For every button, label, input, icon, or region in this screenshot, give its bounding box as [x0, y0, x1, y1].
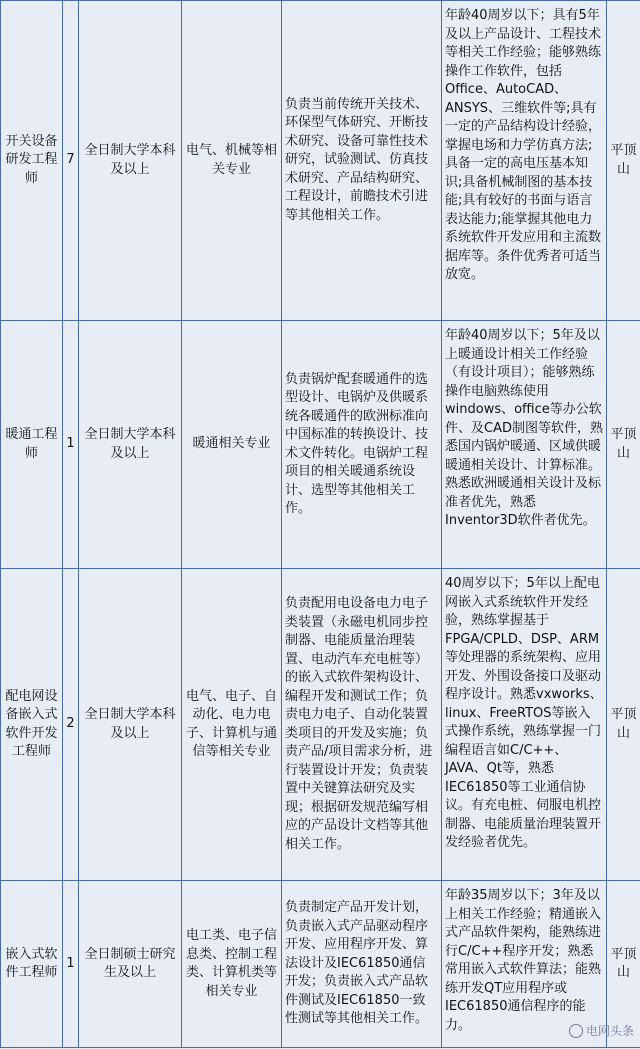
requirements: 40周岁以下；5年以上配电网嵌入式系统软件开发经验，熟练掌握基于FPGA/CPLD、DSP、ARM等处理器的系统架构、应用开发、外围设备接口及驱动程序设计。熟悉vxworks、linux、FreeRTOS等嵌入式操作系统，熟练掌握一门编程语言如C/C++、JAVA、Qt等，熟悉IEC61850等工业通信协议。有充电桩、伺服电机控制器、电能质量治理装置开发经验者优先。 [442, 569, 607, 881]
major: 电气、电子、自动化、电力电子、计算机与通信等相关专业 [182, 569, 282, 881]
education: 全日制硕士研究生及以上 [79, 881, 182, 1048]
requirements: 年龄40周岁以下；具有5年及以上产品设计、工程技术等相关工作经验；能够熟练操作工作软件，包括Office、AutoCAD、ANSYS、三维软件等;具有一定的产品结构设计经验，掌握电场和力学仿真方法;具备一定的高电压基本知识;具备机械制图的基本技能;具有较好的书面与语言表达能力;能掌握其他电力系统软件开发应用和主流数据库等。条件优秀者可适当放宽。 [442, 1, 607, 321]
location: 平顶山 [607, 321, 640, 569]
headcount: 7 [63, 1, 79, 321]
headcount: 1 [63, 881, 79, 1048]
headcount: 1 [63, 321, 79, 569]
job-title: 开关设备研发工程师 [1, 1, 63, 321]
headcount: 2 [63, 569, 79, 881]
requirements: 年龄35周岁以下；3年及以上相关工作经验；精通嵌入式产品软件架构，能熟练进行C/C++程序开发；熟悉常用嵌入式软件算法；能熟练开发QT应用程序或IEC61850通信程序的能力。 [442, 881, 607, 1048]
table-row [1, 569, 640, 881]
duties: 负责锅炉配套暖通件的选型设计、电锅炉及供暖系统各暖通件的欧洲标准向中国标准的转换设计、技术文件转化。电锅炉工程项目的相关暖通系统设计、选型等其他相关工作。 [282, 321, 442, 569]
education: 全日制大学本科及以上 [79, 569, 182, 881]
watermark-text: 电网头条 [585, 1024, 634, 1038]
major: 电气、机械等相关专业 [182, 1, 282, 321]
education: 全日制大学本科及以上 [79, 321, 182, 569]
location: 平顶山 [607, 881, 640, 1048]
table-row [1, 881, 640, 1048]
major: 电工类、电子信息类、控制工程类、计算机类等相关专业 [182, 881, 282, 1048]
major: 暖通相关专业 [182, 321, 282, 569]
duties: 负责配用电设备电力电子类装置（永磁电机同步控制器、电能质量治理装置、电动汽车充电桩等）的嵌入式软件架构设计、编程开发和测试工作；负责电力电子、自动化装置类项目的开发及实施；负责产品/项目需求分析，进行装置设计开发；负责装置中关键算法研究及实现；根据研发规范编写相应的产品设计文档等其他相关工作。 [282, 569, 442, 881]
requirements: 年龄40周岁以下；5年及以上暖通设计相关工作经验（有设计项目）；能够熟练操作电脑熟练使用windows、office等办公软件、及CAD制图等软件，熟悉国内锅炉暖通、区域供暖暖通相关设计、计算标准。熟悉欧洲暖通相关设计及标准者优先，熟悉Inventor3D软件者优先。 [442, 321, 607, 569]
job-title: 暖通工程师 [1, 321, 63, 569]
watermark [569, 1022, 634, 1039]
duties: 负责制定产品开发计划，负责嵌入式产品驱动程序开发、应用程序开发、算法设计及IEC61850通信开发；负责嵌入式产品软件测试及IEC61850一致性测试等其他相关工作。 [282, 881, 442, 1048]
duties: 负责当前传统开关技术、环保型气体研究、开断技术研究、设备可靠性技术研究，试验测试、仿真技术研究、产品结构研究、工程设计，前瞻技术引进等其他相关工作。 [282, 1, 442, 321]
wechat-icon [569, 1024, 583, 1038]
location: 平顶山 [607, 569, 640, 881]
job-title: 嵌入式软件工程师 [1, 881, 63, 1048]
job-title: 配电网设备嵌入式软件开发工程师 [1, 569, 63, 881]
education: 全日制大学本科及以上 [79, 1, 182, 321]
table-row [1, 1, 640, 321]
location: 平顶山 [607, 1, 640, 321]
table-row [1, 321, 640, 569]
